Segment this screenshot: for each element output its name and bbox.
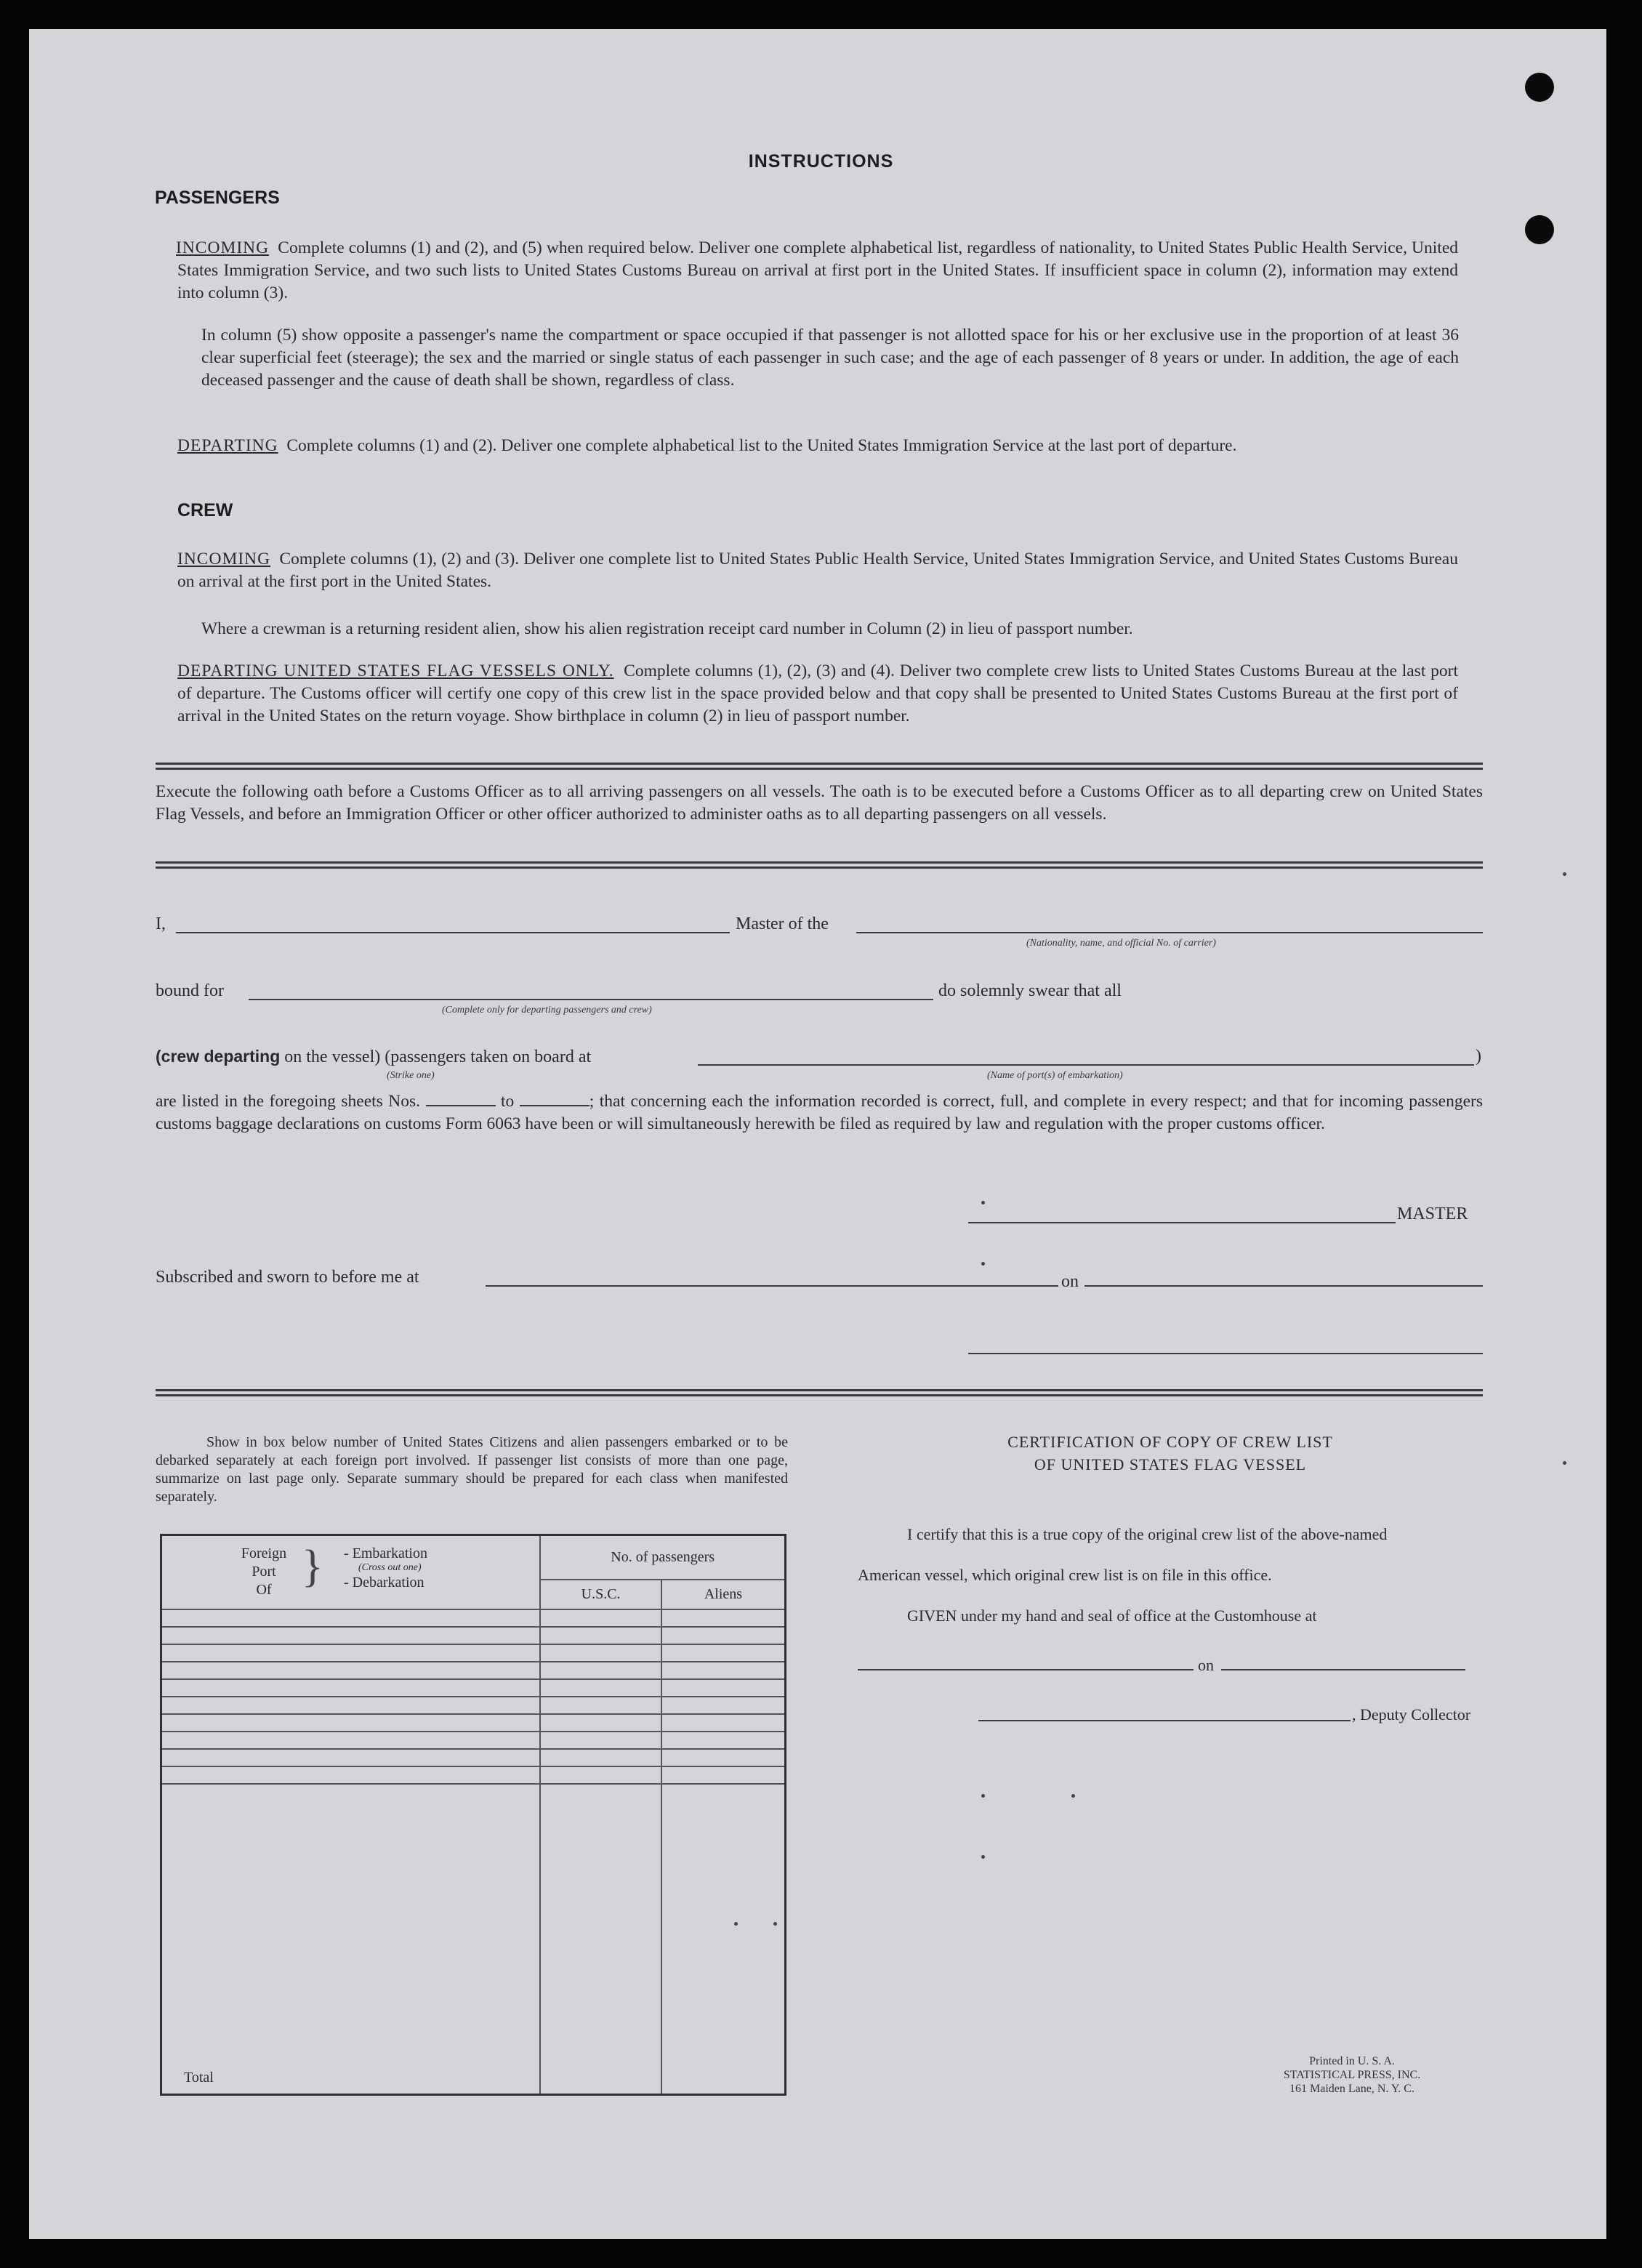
double-rule	[156, 763, 1483, 765]
printer-line3: 161 Maiden Lane, N. Y. C.	[1289, 2083, 1414, 2095]
crew-incoming-paragraph	[177, 548, 1458, 593]
certify-line1: I certify that this is a true copy of the original crew list of the above-named	[907, 1525, 1388, 1543]
oath-intro: Execute the following oath before a Customs Officer as to all arriving passengers on all vessels. The oath is to be executed before a Customs Officer as to all departing crew on United States Flag Vessels, and before an Immigration Officer or other officer authorized to administer oaths as to all departing passengers on all vessels.	[156, 782, 1483, 824]
summary-note: Show in box below number of United States Citizens and alien passengers embarked or to be debarked separately at each foreign port involved. If passenger list consists of more than one page, summarize on last page only. Separate summary should be prepared for each class when manifested separately.	[156, 1434, 788, 1505]
swear-label: do solemnly swear that all	[938, 981, 1122, 1000]
customhouse-field[interactable]	[858, 1669, 1194, 1670]
table-row	[161, 1766, 786, 1784]
double-rule	[156, 861, 1483, 864]
port-header-cell	[161, 1535, 541, 1610]
total-row	[161, 1784, 786, 2094]
usc-cell[interactable]	[540, 1697, 661, 1714]
crew-heading: CREW	[177, 500, 233, 520]
crew-departing-text: Complete columns (1), (2), (3) and (4). Deliver two complete crew lists to United States Customs Bureau at the last port of departure. The Customs officer will certify one copy of this crew list in the space provided below and that copy shall be presented to United States Customs Bureau at the first port of arrival in the United States on the return voyage. Show birthplace in column (2) in lieu of passport number.	[177, 662, 1458, 725]
aliens-total-cell[interactable]	[661, 1784, 786, 2094]
master-of-label: Master of the	[736, 914, 829, 933]
to-label: to	[501, 1092, 515, 1111]
aliens-cell[interactable]	[661, 1644, 786, 1662]
embarkation-ports-field[interactable]	[698, 1064, 1474, 1066]
on-the-vessel-text: on the vessel)	[284, 1047, 381, 1066]
usc-cell[interactable]	[540, 1644, 661, 1662]
given-line: GIVEN under my hand and seal of office at the Customhouse at	[907, 1606, 1317, 1625]
printer-line2: STATISTICAL PRESS, INC.	[1283, 2069, 1421, 2081]
embarkation-label: - Embarkation	[344, 1545, 427, 1561]
table-row	[161, 1609, 786, 1627]
bound-for-field[interactable]	[249, 999, 933, 1000]
usc-cell[interactable]	[540, 1732, 661, 1749]
passengers-column5-paragraph: In column (5) show opposite a passenger's name the compartment or space occupied if that passenger is not allotted space for his or her exclusive use in the proportion of at least 36 clear superficial feet (steerage); the sex and the married or single status of each passenger in such case; and the age of each passenger of 8 years or under. In addition, the age of each deceased passenger and the cause of death shall be shown, regardless of class.	[201, 326, 1459, 390]
crew-incoming-text: Complete columns (1), (2) and (3). Deliver one complete list to United States Public Health Service, United States Immigration Service, and United States Customs Bureau on arrival at the first port in the United States.	[177, 550, 1458, 591]
master-label: MASTER	[1397, 1205, 1468, 1223]
scan-speck	[1563, 1461, 1566, 1465]
passengers-incoming-paragraph	[177, 237, 1458, 305]
scan-speck	[981, 1855, 985, 1859]
bound-for-caption: (Complete only for departing passengers and crew)	[442, 1005, 652, 1016]
usc-cell[interactable]	[540, 1679, 661, 1697]
port-cell[interactable]	[161, 1714, 541, 1732]
port-cell[interactable]	[161, 1644, 541, 1662]
port-cell[interactable]	[161, 1697, 541, 1714]
scan-speck	[1071, 1794, 1075, 1798]
passengers-incoming-text: Complete columns (1) and (2), and (5) when required below. Deliver one complete alphabetical list, regardless of nationality, to United States Public Health Service, United States Immigration Service, and two such lists to United States Customs Bureau on arrival at first port in the United States. If insufficient space in column (2), information may extend into column (3).	[177, 238, 1459, 302]
printer-imprint	[1236, 2054, 1468, 2096]
brace-icon: }	[302, 1542, 323, 1591]
aliens-cell[interactable]	[661, 1714, 786, 1732]
sworn-on-label: on	[1061, 1272, 1079, 1291]
certification-date-field[interactable]	[1221, 1669, 1465, 1670]
aliens-cell[interactable]	[661, 1662, 786, 1679]
punch-hole	[1525, 73, 1554, 102]
port-label: Port	[251, 1564, 276, 1580]
carrier-field[interactable]	[856, 932, 1483, 933]
port-cell[interactable]	[161, 1749, 541, 1766]
passengers-incoming-label: INCOMING	[176, 238, 270, 257]
sworn-date-field[interactable]	[1084, 1285, 1483, 1287]
double-rule	[156, 768, 1483, 770]
passengers-departing-paragraph	[177, 435, 1458, 457]
passenger-summary-table	[160, 1534, 786, 2096]
usc-cell[interactable]	[540, 1609, 661, 1627]
double-rule	[156, 1394, 1483, 1396]
port-cell[interactable]	[161, 1766, 541, 1784]
master-name-field[interactable]	[176, 932, 730, 933]
usc-cell[interactable]	[540, 1662, 661, 1679]
table-row	[161, 1627, 786, 1644]
usc-total-cell[interactable]	[540, 1784, 661, 2094]
carrier-caption: (Nationality, name, and official No. of carrier)	[1026, 938, 1216, 949]
aliens-cell[interactable]	[661, 1627, 786, 1644]
table-row	[161, 1679, 786, 1697]
debarkation-label: - Debarkation	[344, 1575, 424, 1591]
foreign-label: Foreign	[241, 1545, 287, 1561]
certification-on-label: on	[1198, 1656, 1214, 1674]
usc-cell[interactable]	[540, 1627, 661, 1644]
certification-title-line1: CERTIFICATION OF COPY OF CREW LIST	[1007, 1433, 1333, 1451]
passengers-taken-text: (passengers taken on board at	[385, 1047, 592, 1066]
of-label: Of	[256, 1582, 272, 1598]
double-rule	[156, 866, 1483, 869]
passengers-departing-label: DEPARTING	[177, 436, 278, 455]
cross-out-caption: (Cross out one)	[358, 1562, 422, 1573]
deputy-collector-label: , Deputy Collector	[1352, 1705, 1471, 1724]
crew-departing-label: DEPARTING UNITED STATES FLAG VESSELS ONLY.	[177, 662, 614, 680]
listed-rest: ; that concerning each the information recorded is correct, full, and complete in every respect; and that for incoming passengers customs baggage declarations on customs Form 6063 have been or will simultaneously herewith be filed as required by law and regulation with the proper customs officer.	[156, 1092, 1484, 1133]
officer-signature-field[interactable]	[968, 1353, 1483, 1354]
aliens-header: Aliens	[661, 1580, 786, 1609]
aliens-cell[interactable]	[661, 1697, 786, 1714]
usc-cell[interactable]	[540, 1749, 661, 1766]
crew-departing-paragraph	[177, 660, 1458, 728]
punch-hole	[1525, 215, 1554, 244]
subscribed-label: Subscribed and sworn to before me at	[156, 1268, 419, 1287]
scan-speck	[981, 1794, 985, 1798]
aliens-cell[interactable]	[661, 1732, 786, 1749]
i-label: I,	[156, 914, 166, 933]
usc-cell[interactable]	[540, 1714, 661, 1732]
scan-speck	[981, 1262, 985, 1266]
listed-paragraph	[156, 1090, 1483, 1135]
aliens-cell[interactable]	[661, 1749, 786, 1766]
ports-caption: (Name of port(s) of embarkation)	[987, 1070, 1123, 1081]
deputy-collector-signature-field[interactable]	[978, 1720, 1351, 1721]
scan-speck	[773, 1922, 777, 1926]
passengers-departing-text: Complete columns (1) and (2). Deliver one complete alphabetical list to the United States Immigration Service at the last port of departure.	[286, 436, 1237, 455]
total-label: Total	[161, 1784, 541, 2094]
usc-header: U.S.C.	[540, 1580, 661, 1609]
sworn-place-field[interactable]	[486, 1285, 1058, 1287]
strike-caption: (Strike one)	[387, 1070, 435, 1081]
sheet-from-field[interactable]	[426, 1095, 496, 1106]
port-cell[interactable]	[161, 1662, 541, 1679]
certification-title-line2: OF UNITED STATES FLAG VESSEL	[1034, 1455, 1307, 1473]
table-row	[161, 1732, 786, 1749]
closing-paren: )	[1476, 1047, 1481, 1066]
port-cell[interactable]	[161, 1609, 541, 1627]
double-rule	[156, 1389, 1483, 1391]
bound-for-label: bound for	[156, 981, 224, 1000]
aliens-cell[interactable]	[661, 1679, 786, 1697]
listed-start: are listed in the foregoing sheets Nos.	[156, 1092, 421, 1111]
port-cell[interactable]	[161, 1679, 541, 1697]
printer-line1: Printed in U. S. A.	[1309, 2055, 1395, 2067]
strike-choice	[156, 1047, 591, 1067]
scan-speck	[734, 1922, 738, 1926]
table-row	[161, 1662, 786, 1679]
sheet-to-field[interactable]	[520, 1095, 589, 1106]
table-row	[161, 1714, 786, 1732]
crew-resident-paragraph: Where a crewman is a returning resident alien, show his alien registration receipt card number in Column (2) in lieu of passport number.	[201, 619, 1133, 638]
no-of-passengers-header: No. of passengers	[540, 1535, 785, 1580]
page-title: INSTRUCTIONS	[748, 151, 894, 172]
crew-departing-option: (crew departing	[156, 1047, 281, 1066]
usc-cell[interactable]	[540, 1766, 661, 1784]
port-cell[interactable]	[161, 1627, 541, 1644]
port-cell[interactable]	[161, 1732, 541, 1749]
certify-line2: American vessel, which original crew list is on file in this office.	[858, 1566, 1272, 1584]
table-row	[161, 1644, 786, 1662]
table-row	[161, 1697, 786, 1714]
scan-speck	[1563, 872, 1566, 876]
table-row	[161, 1749, 786, 1766]
crew-incoming-label: INCOMING	[177, 550, 271, 568]
scan-speck	[981, 1201, 985, 1205]
aliens-cell[interactable]	[661, 1766, 786, 1784]
master-signature-field[interactable]	[968, 1222, 1396, 1223]
passengers-heading: PASSENGERS	[155, 188, 280, 208]
certification-title	[858, 1431, 1483, 1476]
aliens-cell[interactable]	[661, 1609, 786, 1627]
